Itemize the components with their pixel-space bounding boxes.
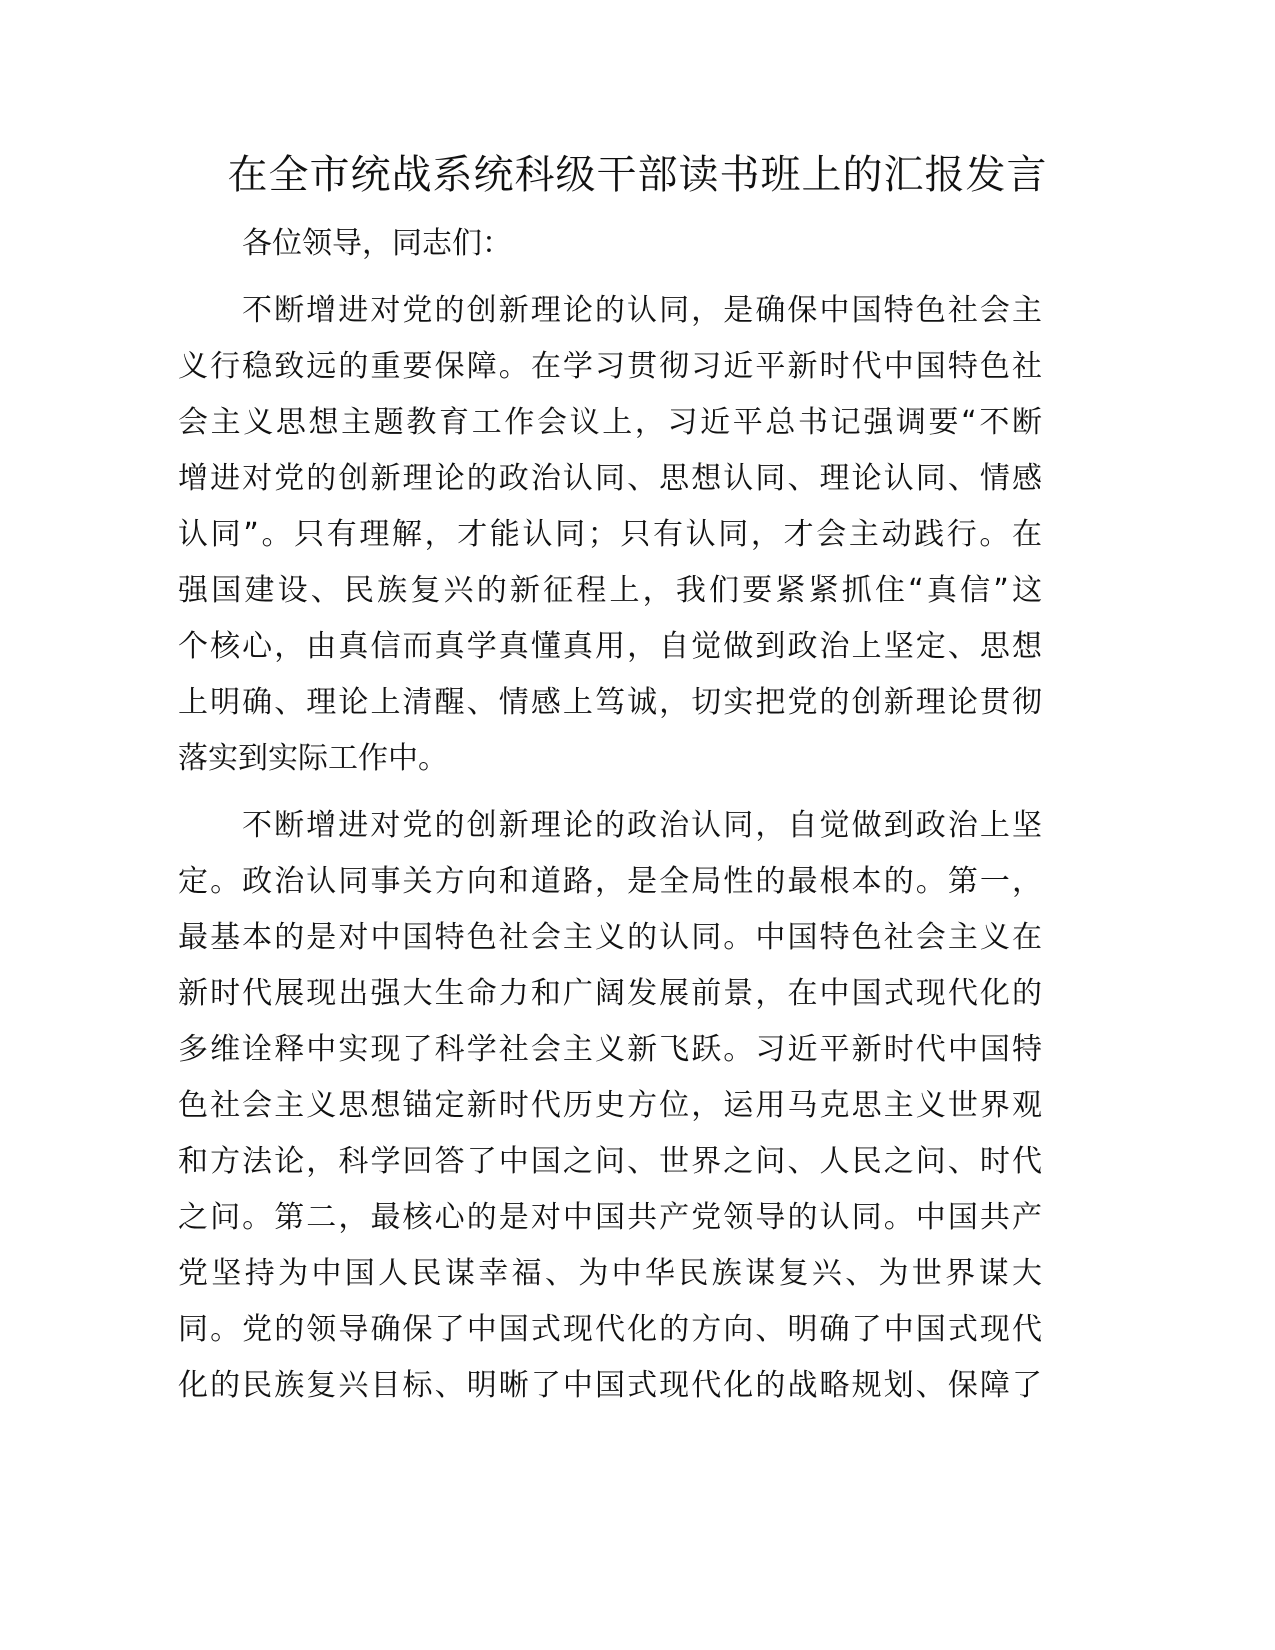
text-line: 定。政治认同事关方向和道路，是全局性的最根本的。第一， bbox=[178, 864, 1042, 899]
paragraph-2 bbox=[178, 798, 1042, 1414]
text-line: 落实到实际工作中。 bbox=[178, 741, 448, 776]
text-line: 党坚持为中国人民谋幸福、为中华民族谋复兴、为世界谋大 bbox=[178, 1256, 1042, 1291]
text-line: 增进对党的创新理论的政治认同、思想认同、理论认同、情感 bbox=[178, 461, 1042, 496]
text-line: 不断增进对党的创新理论的认同，是确保中国特色社会主 bbox=[242, 293, 1042, 328]
text-line: 强国建设、民族复兴的新征程上，我们要紧紧抓住“真信”这 bbox=[178, 573, 1042, 608]
text-line: 化的民族复兴目标、明晰了中国式现代化的战略规划、保障了 bbox=[178, 1368, 1042, 1403]
text-line: 个核心，由真信而真学真懂真用，自觉做到政治上坚定、思想 bbox=[178, 629, 1042, 664]
text-line: 最基本的是对中国特色社会主义的认同。中国特色社会主义在 bbox=[178, 920, 1042, 955]
text-line: 之问。第二，最核心的是对中国共产党领导的认同。中国共产 bbox=[178, 1200, 1042, 1235]
page-title: 在全市统战系统科级干部读书班上的汇报发言 bbox=[227, 152, 1048, 198]
text-line: 和方法论，科学回答了中国之问、世界之问、人民之问、时代 bbox=[178, 1144, 1042, 1179]
text-line: 上明确、理论上清醒、情感上笃诚，切实把党的创新理论贯彻 bbox=[178, 685, 1042, 720]
text-line: 会主义思想主题教育工作会议上，习近平总书记强调要“不断 bbox=[178, 405, 1042, 440]
paragraph-1 bbox=[178, 283, 1042, 787]
text-line: 色社会主义思想锚定新时代历史方位，运用马克思主义世界观 bbox=[178, 1088, 1042, 1123]
text-line: 义行稳致远的重要保障。在学习贯彻习近平新时代中国特色社 bbox=[178, 349, 1042, 384]
text-line: 认同”。只有理解，才能认同；只有认同，才会主动践行。在 bbox=[178, 517, 1042, 552]
text-line: 新时代展现出强大生命力和广阔发展前景，在中国式现代化的 bbox=[178, 976, 1042, 1011]
text-line: 多维诠释中实现了科学社会主义新飞跃。习近平新时代中国特 bbox=[178, 1032, 1042, 1067]
text-line: 同。党的领导确保了中国式现代化的方向、明确了中国式现代 bbox=[178, 1312, 1042, 1347]
text-line: 不断增进对党的创新理论的政治认同，自觉做到政治上坚 bbox=[242, 808, 1042, 843]
salutation: 各位领导，同志们： bbox=[242, 226, 512, 261]
document-body bbox=[178, 216, 1042, 1425]
